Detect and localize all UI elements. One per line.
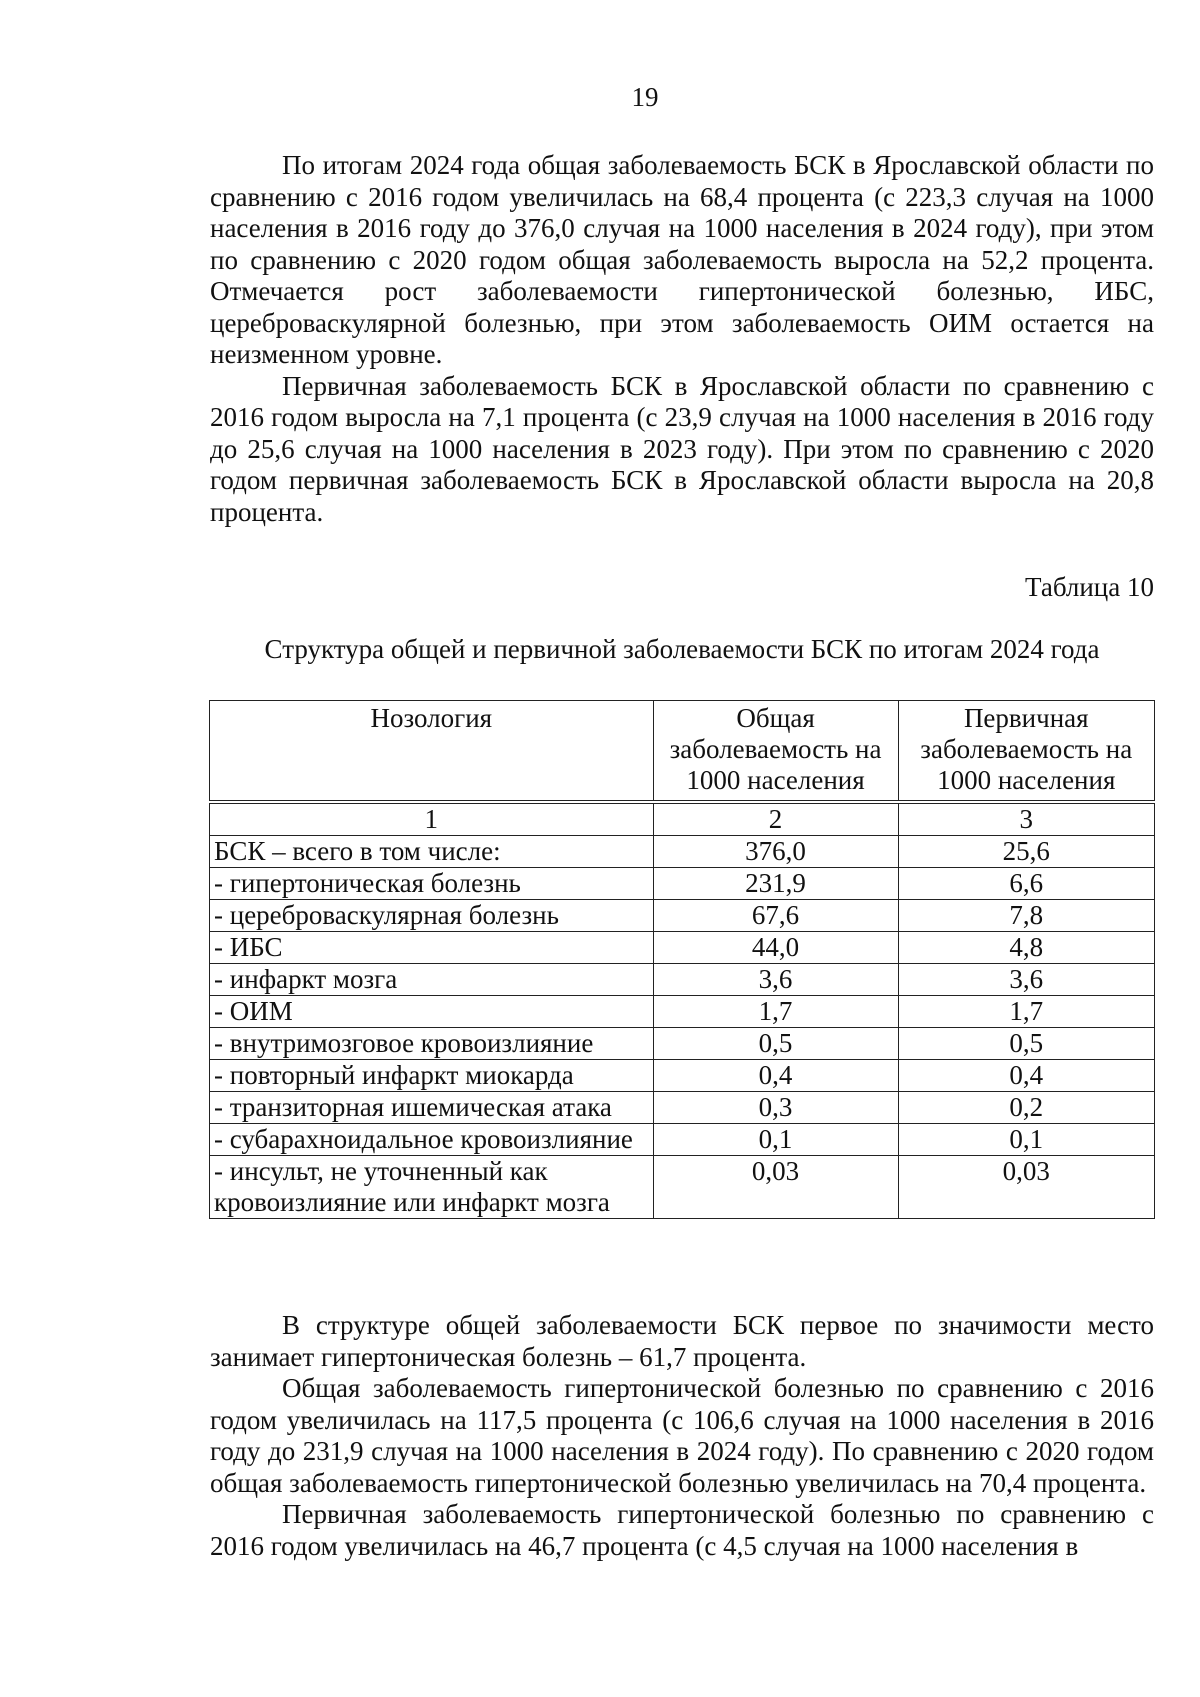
table-title: Структура общей и первичной заболеваемости БСК по итогам 2024 года <box>264 634 1100 664</box>
row-primary-value: 0,4 <box>898 1060 1155 1092</box>
table-row <box>210 1092 1155 1124</box>
row-nosology: - внутримозговое кровоизлияние <box>210 1028 654 1060</box>
header-general: Общая заболеваемость на 1000 населения <box>653 701 898 803</box>
row-general-value: 376,0 <box>653 836 898 868</box>
row-general-value: 0,4 <box>653 1060 898 1092</box>
row-primary-value: 4,8 <box>898 932 1155 964</box>
row-general-value: 0,5 <box>653 1028 898 1060</box>
page-number: 19 <box>631 82 659 112</box>
table-row <box>210 836 1155 868</box>
row-primary-value: 0,03 <box>898 1156 1155 1219</box>
row-primary-value: 3,6 <box>898 964 1155 996</box>
table-row <box>210 868 1155 900</box>
column-number: 3 <box>898 802 1155 836</box>
row-general-value: 1,7 <box>653 996 898 1028</box>
table-row <box>210 964 1155 996</box>
paragraph: В структуре общей заболеваемости БСК первое по значимости место занимает гипертоническая болезнь – 61,7 процента. <box>210 1310 1154 1372</box>
row-nosology: - цереброваскулярная болезнь <box>210 900 654 932</box>
table-row <box>210 996 1155 1028</box>
row-nosology: - ОИМ <box>210 996 654 1028</box>
row-general-value: 44,0 <box>653 932 898 964</box>
row-nosology: - ИБС <box>210 932 654 964</box>
paragraph: Общая заболеваемость гипертонической болезнью по сравнению с 2016 годом увеличилась на 117,5 процента (с 106,6 случая на 1000 населения в 2016 году до 231,9 случая на 1000 населения в 2024 году). По сравнению с 2020 годом общая заболеваемость гипертонической болезнью увеличилась на 70,4 процента. <box>210 1373 1154 1498</box>
table-row <box>210 1060 1155 1092</box>
row-nosology: - субарахноидальное кровоизлияние <box>210 1124 654 1156</box>
column-number-row <box>210 802 1155 836</box>
table-row <box>210 932 1155 964</box>
row-nosology: БСК – всего в том числе: <box>210 836 654 868</box>
row-general-value: 231,9 <box>653 868 898 900</box>
row-general-value: 3,6 <box>653 964 898 996</box>
paragraph: Первичная заболеваемость БСК в Ярославской области по сравнению с 2016 годом выросла на 7,1 процента (с 23,9 случая на 1000 населения в 2016 году до 25,6 случая на 1000 населения в 2023 году). При этом по сравнению с 2020 годом первичная заболеваемость БСК в Ярославской области выросла на 20,8 процента. <box>210 370 1154 527</box>
row-primary-value: 0,1 <box>898 1124 1155 1156</box>
row-general-value: 67,6 <box>653 900 898 932</box>
row-primary-value: 6,6 <box>898 868 1155 900</box>
table-row <box>210 900 1155 932</box>
row-nosology: - транзиторная ишемическая атака <box>210 1092 654 1124</box>
table-row <box>210 1028 1155 1060</box>
header-primary: Первичная заболеваемость на 1000 населения <box>898 701 1155 803</box>
row-general-value: 0,3 <box>653 1092 898 1124</box>
intro-text <box>210 150 1154 528</box>
row-primary-value: 0,2 <box>898 1092 1155 1124</box>
column-number: 2 <box>653 802 898 836</box>
row-general-value: 0,03 <box>653 1156 898 1219</box>
row-nosology: - инсульт, не уточненный как кровоизлияние или инфаркт мозга <box>210 1156 654 1219</box>
table-row <box>210 1124 1155 1156</box>
row-primary-value: 25,6 <box>898 836 1155 868</box>
header-nosology: Нозология <box>210 701 654 803</box>
table-row <box>210 1156 1155 1219</box>
table-label: Таблица 10 <box>1025 572 1154 602</box>
row-nosology: - гипертоническая болезнь <box>210 868 654 900</box>
row-primary-value: 7,8 <box>898 900 1155 932</box>
paragraph: Первичная заболеваемость гипертонической болезнью по сравнению с 2016 годом увеличилась на 46,7 процента (с 4,5 случая на 1000 населения в <box>210 1499 1154 1561</box>
conclusion-text <box>210 1310 1154 1562</box>
row-primary-value: 0,5 <box>898 1028 1155 1060</box>
row-general-value: 0,1 <box>653 1124 898 1156</box>
morbidity-table <box>209 700 1155 1219</box>
row-nosology: - повторный инфаркт миокарда <box>210 1060 654 1092</box>
column-number: 1 <box>210 802 654 836</box>
paragraph: По итогам 2024 года общая заболеваемость БСК в Ярославской области по сравнению с 2016 годом увеличилась на 68,4 процента (с 223,3 случая на 1000 населения в 2016 году до 376,0 случая на 1000 населения в 2024 году), при этом по сравнению с 2020 годом общая заболеваемость выросла на 52,2 процента. Отмечается рост заболеваемости гипертонической болезнью, ИБС, цереброваскулярной болезнью, при этом заболеваемость ОИМ остается на неизменном уровне. <box>210 150 1154 369</box>
row-nosology: - инфаркт мозга <box>210 964 654 996</box>
row-primary-value: 1,7 <box>898 996 1155 1028</box>
table-header-row <box>210 701 1155 803</box>
